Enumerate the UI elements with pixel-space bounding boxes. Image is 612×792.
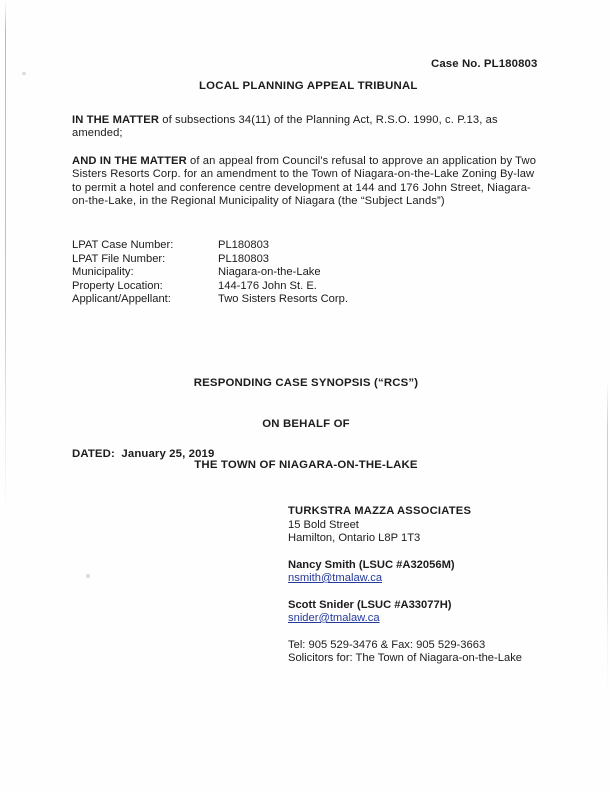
firm-name: TURKSTRA MAZZA ASSOCIATES	[288, 505, 472, 517]
matter-clause-second	[72, 155, 540, 209]
tribunal-title: LOCAL PLANNING APPEAL TRIBUNAL	[199, 80, 418, 92]
spacer	[288, 586, 522, 599]
case-detail-row	[72, 253, 348, 267]
case-number-header: Case No. PL180803	[431, 58, 538, 70]
firm-tel-fax: Tel: 905 529-3476 & Fax: 905 529-3663	[288, 638, 486, 651]
case-detail-row	[72, 239, 348, 253]
synopsis-heading	[0, 350, 612, 500]
case-details-list	[72, 239, 348, 307]
matter-clause-first	[72, 114, 542, 141]
case-detail-value: PL180803	[218, 252, 270, 265]
case-detail-label: Property Location:	[72, 279, 163, 292]
synopsis-line-1: RESPONDING CASE SYNOPSIS (“RCS”)	[193, 377, 419, 390]
dated-line: DATED: January 25, 2019	[72, 448, 215, 460]
firm-city-postal: Hamilton, Ontario L8P 1T3	[288, 532, 421, 544]
lawyer-two-email-row	[288, 612, 522, 626]
matter-first-body: of subsections 34(11) of the Planning Act, R.S.O. 1990, c. P.13, as amended;	[72, 114, 501, 140]
lawyer-one-email-row	[288, 572, 522, 586]
matter-second-lead: AND IN THE MATTER	[72, 155, 187, 167]
case-detail-value: PL180803	[218, 239, 270, 251]
matter-second-body: of an appeal from Council's refusal to approve an application by Two Sisters Resorts Corp. for an amendment to the Town of Niagara-on-the-Lake Zoning By-law to permit a hotel and conference centre development at 144 and 176 John Street, Niagara-on-the-Lake, in the Regional Municipality of Niagara (the “Subject Lands”)	[72, 155, 540, 208]
synopsis-line-2: ON BEHALF OF	[262, 417, 350, 430]
case-detail-row	[72, 293, 348, 307]
synopsis-line-3: THE TOWN OF NIAGARA-ON-THE-LAKE	[194, 458, 418, 471]
lawyer-two-email-link[interactable]: snider@tmalaw.ca	[288, 612, 380, 624]
spacer	[288, 546, 522, 559]
case-detail-value: 144-176 John St. E.	[218, 279, 317, 292]
case-detail-value: Niagara-on-the-Lake	[218, 266, 321, 279]
case-detail-label: Municipality:	[72, 266, 134, 279]
spacer	[288, 626, 522, 639]
case-detail-label: Applicant/Appellant:	[72, 293, 171, 306]
case-detail-row	[72, 280, 348, 294]
lawyer-one-name: Nancy Smith (LSUC #A32056M)	[288, 558, 455, 571]
case-detail-row	[72, 266, 348, 280]
case-detail-label: LPAT File Number:	[72, 252, 166, 265]
lawyer-one-email-link[interactable]: nsmith@tmalaw.ca	[288, 572, 383, 584]
scan-speck	[86, 574, 90, 578]
scan-speck	[22, 72, 26, 75]
law-firm-contact-block	[288, 505, 522, 666]
case-detail-value: Two Sisters Resorts Corp.	[218, 293, 348, 306]
lawyer-two-name: Scott Snider (LSUC #A33077H)	[288, 598, 452, 611]
firm-solicitors-for: Solicitors for: The Town of Niagara-on-the-Lake	[288, 652, 523, 664]
matter-first-lead: IN THE MATTER	[72, 114, 160, 126]
case-detail-label: LPAT Case Number:	[72, 239, 174, 251]
firm-street: 15 Bold Street	[288, 518, 359, 531]
